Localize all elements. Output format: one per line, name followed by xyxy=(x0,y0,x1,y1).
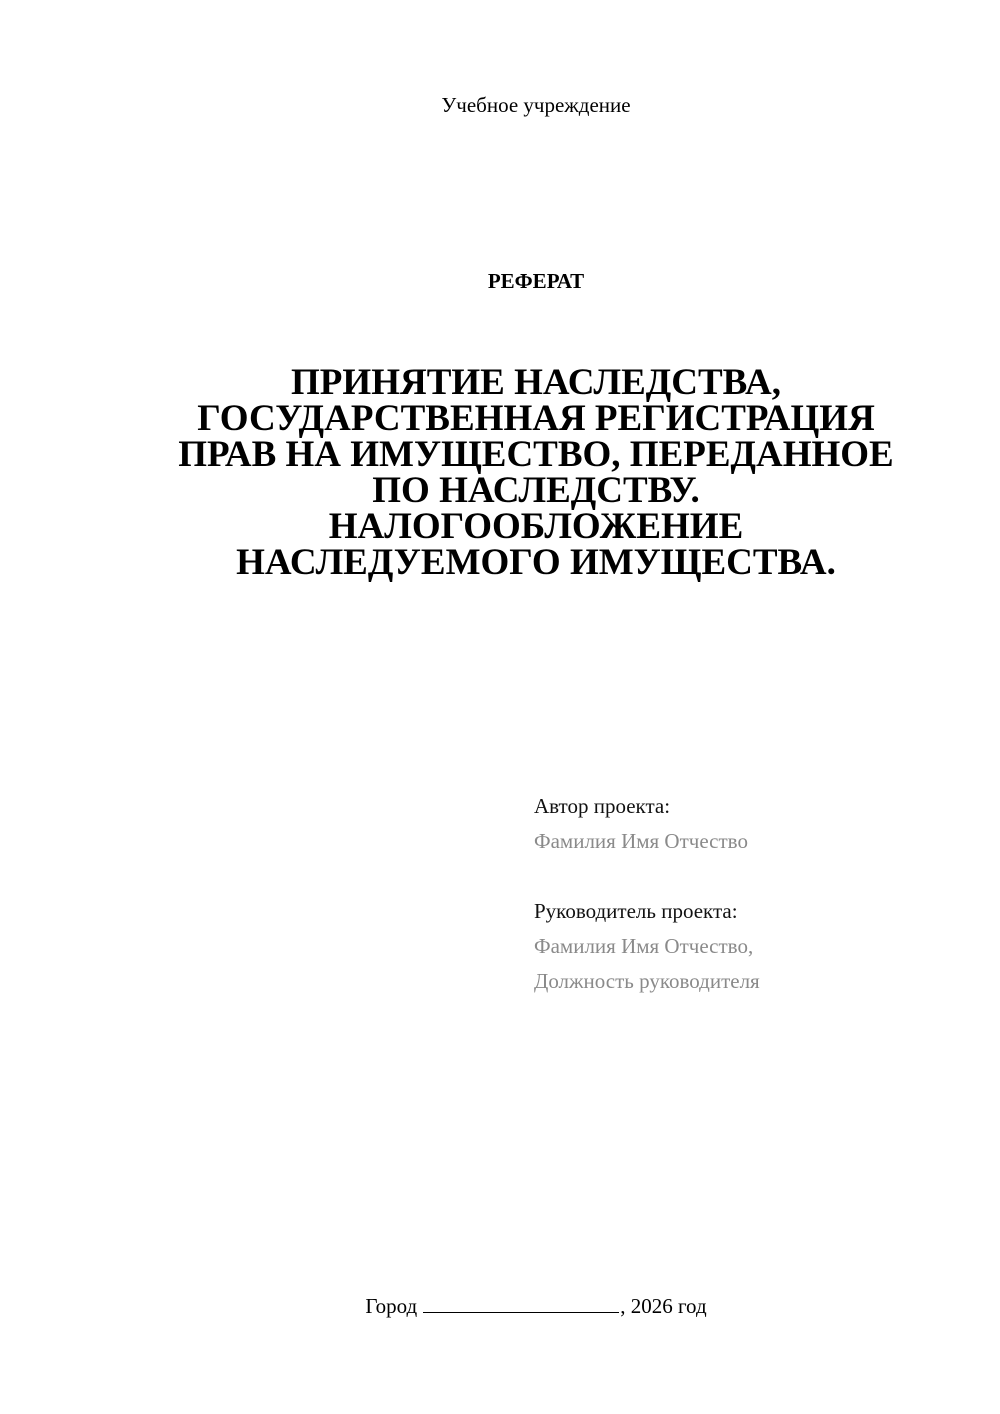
year-text: , 2026 год xyxy=(620,1294,707,1318)
authors-block xyxy=(534,789,974,999)
supervisor-label: Руководитель проекта: xyxy=(534,899,738,923)
title-line: ГОСУДАРСТВЕННАЯ РЕГИСТРАЦИЯ xyxy=(197,398,875,439)
author-label: Автор проекта: xyxy=(534,794,671,818)
institution-name: Учебное учреждение xyxy=(441,93,631,117)
author-name-placeholder: Фамилия Имя Отчество xyxy=(534,829,748,853)
document-type: РЕФЕРАТ xyxy=(487,269,585,293)
supervisor-name-placeholder: Фамилия Имя Отчество, xyxy=(534,934,754,958)
city-label: Город xyxy=(365,1294,418,1318)
authors-spacer xyxy=(534,859,974,894)
title-line: НАЛОГООБЛОЖЕНИЕ xyxy=(328,506,744,547)
title-line: ПРИНЯТИЕ НАСЛЕДСТВА, xyxy=(291,362,781,403)
title-line: ПРАВ НА ИМУЩЕСТВО, ПЕРЕДАННОЕ xyxy=(178,434,894,475)
supervisor-position-placeholder: Должность руководителя xyxy=(534,969,760,993)
city-blank-line xyxy=(423,1290,619,1313)
document-title xyxy=(100,362,972,583)
city-year-line xyxy=(0,1290,1000,1321)
title-line: ПО НАСЛЕДСТВУ. xyxy=(372,470,700,511)
title-line: НАСЛЕДУЕМОГО ИМУЩЕСТВА. xyxy=(236,542,836,583)
